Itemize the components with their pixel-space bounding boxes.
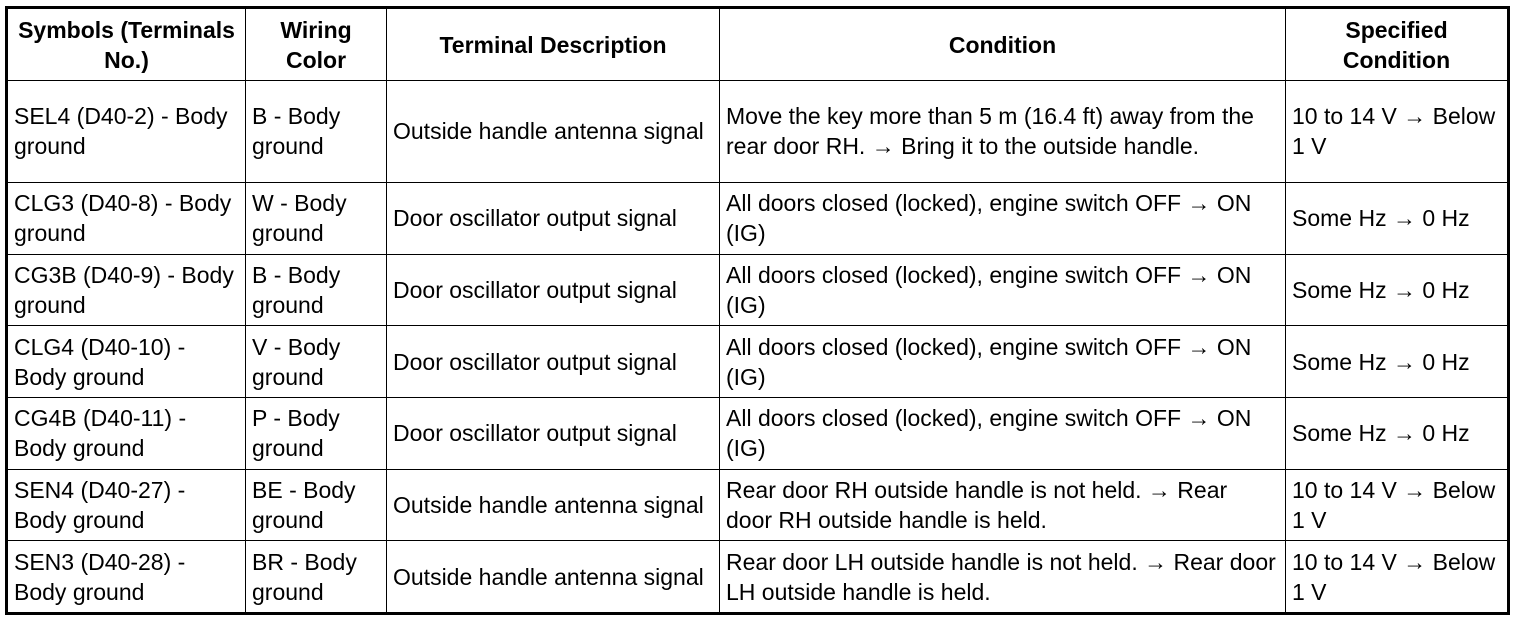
- symbol-cell: SEN3 (D40-28) - Body ground: [7, 541, 246, 614]
- specified-condition-cell: 10 to 14 V → Below 1 V: [1286, 541, 1509, 614]
- condition-cell: All doors closed (locked), engine switch OFF → ON (IG): [720, 397, 1286, 469]
- wiring-color-cell: V - Body ground: [246, 326, 387, 398]
- symbol-cell: CLG4 (D40-10) - Body ground: [7, 326, 246, 398]
- terminal-description-cell: Outside handle antenna signal: [387, 81, 720, 183]
- specified-condition-cell: Some Hz → 0 Hz: [1286, 397, 1509, 469]
- table-row: [7, 326, 1509, 398]
- wiring-color-cell: BR - Body ground: [246, 541, 387, 614]
- symbol-cell: SEL4 (D40-2) - Body ground: [7, 81, 246, 183]
- table-row: [7, 182, 1509, 254]
- symbol-cell: SEN4 (D40-27) - Body ground: [7, 469, 246, 541]
- table-header: [7, 8, 1509, 81]
- symbol-cell: CG3B (D40-9) - Body ground: [7, 254, 246, 326]
- table-row: [7, 81, 1509, 183]
- specified-condition-cell: Some Hz → 0 Hz: [1286, 182, 1509, 254]
- header-wiring-color: Wiring Color: [246, 8, 387, 81]
- condition-cell: All doors closed (locked), engine switch OFF → ON (IG): [720, 254, 1286, 326]
- table-row: [7, 254, 1509, 326]
- terminal-description-cell: Outside handle antenna signal: [387, 469, 720, 541]
- specified-condition-cell: Some Hz → 0 Hz: [1286, 326, 1509, 398]
- condition-cell: Rear door RH outside handle is not held. → Rear door RH outside handle is held.: [720, 469, 1286, 541]
- header-terminal-description: Terminal Description: [387, 8, 720, 81]
- terminal-description-cell: Door oscillator output signal: [387, 326, 720, 398]
- condition-cell: Move the key more than 5 m (16.4 ft) away from the rear door RH. → Bring it to the outside handle.: [720, 81, 1286, 183]
- wiring-color-cell: P - Body ground: [246, 397, 387, 469]
- header-row: [7, 8, 1509, 81]
- table-row: [7, 469, 1509, 541]
- header-specified-condition: Specified Condition: [1286, 8, 1509, 81]
- wiring-color-cell: B - Body ground: [246, 254, 387, 326]
- wiring-color-cell: W - Body ground: [246, 182, 387, 254]
- table-row: [7, 397, 1509, 469]
- specified-condition-cell: 10 to 14 V → Below 1 V: [1286, 81, 1509, 183]
- table-body: [7, 81, 1509, 614]
- condition-cell: Rear door LH outside handle is not held. → Rear door LH outside handle is held.: [720, 541, 1286, 614]
- header-symbols: Symbols (Terminals No.): [7, 8, 246, 81]
- condition-cell: All doors closed (locked), engine switch OFF → ON (IG): [720, 326, 1286, 398]
- specified-condition-cell: Some Hz → 0 Hz: [1286, 254, 1509, 326]
- terminal-spec-table: [5, 6, 1510, 615]
- symbol-cell: CG4B (D40-11) - Body ground: [7, 397, 246, 469]
- symbol-cell: CLG3 (D40-8) - Body ground: [7, 182, 246, 254]
- condition-cell: All doors closed (locked), engine switch OFF → ON (IG): [720, 182, 1286, 254]
- terminal-description-cell: Door oscillator output signal: [387, 254, 720, 326]
- wiring-color-cell: B - Body ground: [246, 81, 387, 183]
- specified-condition-cell: 10 to 14 V → Below 1 V: [1286, 469, 1509, 541]
- header-condition: Condition: [720, 8, 1286, 81]
- wiring-color-cell: BE - Body ground: [246, 469, 387, 541]
- terminal-description-cell: Door oscillator output signal: [387, 182, 720, 254]
- terminal-description-cell: Outside handle antenna signal: [387, 541, 720, 614]
- table-row: [7, 541, 1509, 614]
- terminal-description-cell: Door oscillator output signal: [387, 397, 720, 469]
